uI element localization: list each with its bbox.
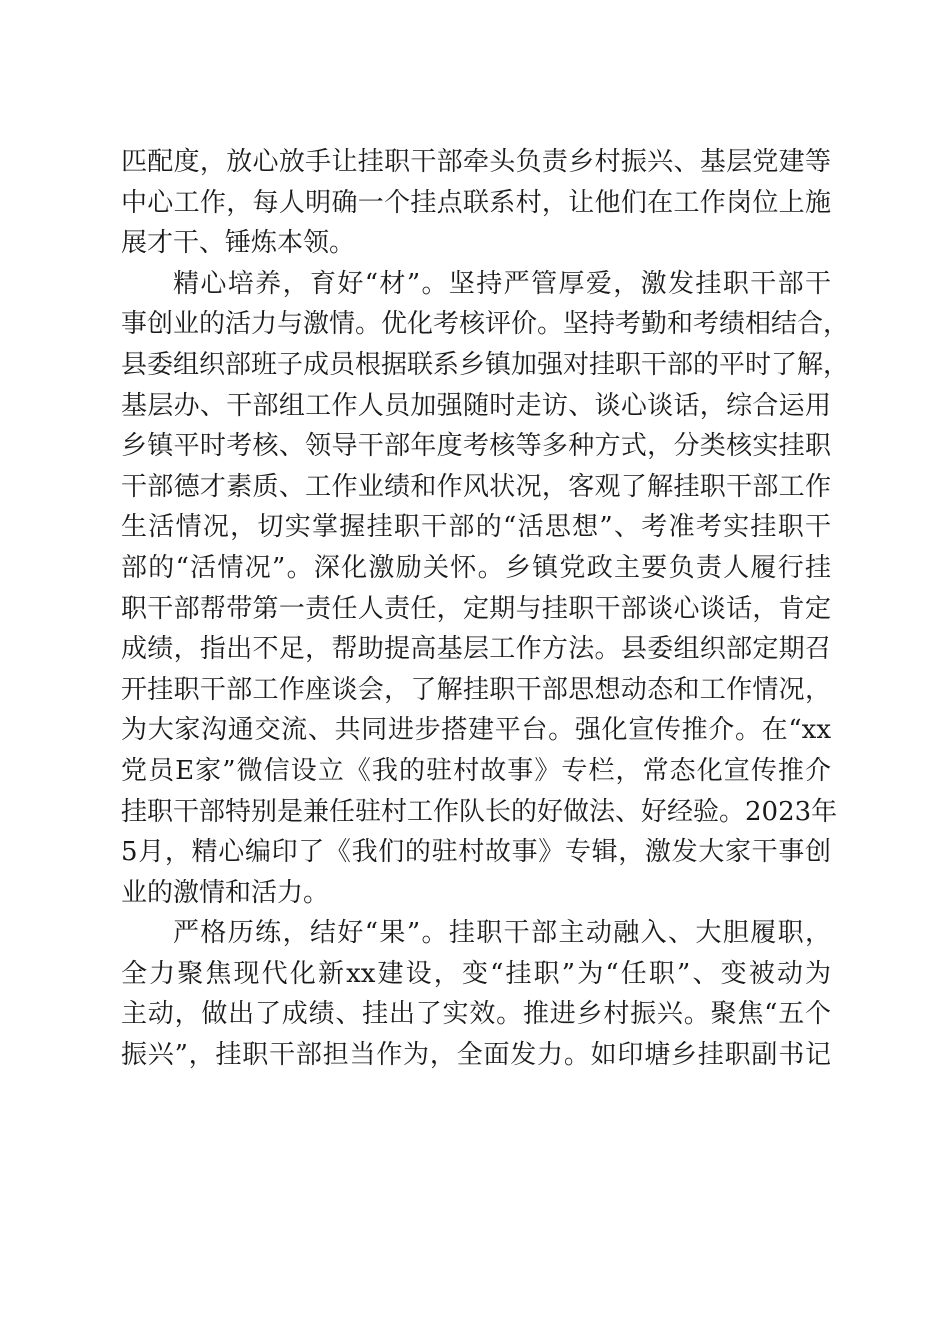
text-line: 中心工作，每人明确一个挂点联系村，让他们在工作岗位上施 [121,187,831,218]
text-line: 精心培养，育好“材”。坚持严管厚爱，激发挂职干部干 [173,268,831,299]
text-line: 振兴”，挂职干部担当作为，全面发力。如印塘乡挂职副书记 [121,1040,831,1071]
text-line: 全力聚焦现代化新xx建设，变“挂职”为“任职”、变被动为 [121,958,831,989]
text-line: 党员E家”微信设立《我的驻村故事》专栏，常态化宣传推介 [121,755,831,786]
text-line: 乡镇平时考核、领导干部年度考核等多种方式，分类核实挂职 [121,431,831,462]
text-line: 匹配度，放心放手让挂职干部牵头负责乡村振兴、基层党建等 [121,147,831,177]
text-line: 主动，做出了成绩、挂出了实效。推进乡村振兴。聚焦“五个 [121,999,831,1030]
text-line: 严格历练，结好“果”。挂职干部主动融入、大胆履职， [173,918,831,949]
text-line: 基层办、干部组工作人员加强随时走访、谈心谈话，综合运用 [121,390,831,421]
paragraph [121,913,831,1075]
text-line: 事创业的活力与激情。优化考核评价。坚持考勤和考绩相结合， [121,309,850,340]
text-line: 业的激情和活力。 [121,877,330,908]
text-line: 部的“活情况”。深化激励关怀。乡镇党政主要负责人履行挂 [121,552,831,583]
text-line: 展才干、锤炼本领。 [121,228,356,259]
text-line: 职干部帮带第一责任人责任，定期与挂职干部谈心谈话，肯定 [121,593,831,624]
paragraph [121,264,850,914]
text-line: 干部德才素质、工作业绩和作风状况，客观了解挂职干部工作 [121,471,831,502]
text-line: 成绩，指出不足，帮助提高基层工作方法。县委组织部定期召 [121,634,831,665]
text-line: 县委组织部班子成员根据联系乡镇加强对挂职干部的平时了解， [121,349,850,380]
text-line: 开挂职干部工作座谈会，了解挂职干部思想动态和工作情况， [121,674,831,705]
text-line: 生活情况，切实掌握挂职干部的“活思想”、考准考实挂职干 [121,512,831,543]
text-line: 挂职干部特别是兼任驻村工作队长的好做法、好经验。2023年 [121,796,838,827]
text-line: 5月，精心编印了《我们的驻村故事》专辑，激发大家干事创 [121,837,831,868]
text-line: 为大家沟通交流、共同进步搭建平台。强化宣传推介。在“xx [121,715,831,746]
paragraph [121,142,831,264]
body-text [121,142,850,1076]
